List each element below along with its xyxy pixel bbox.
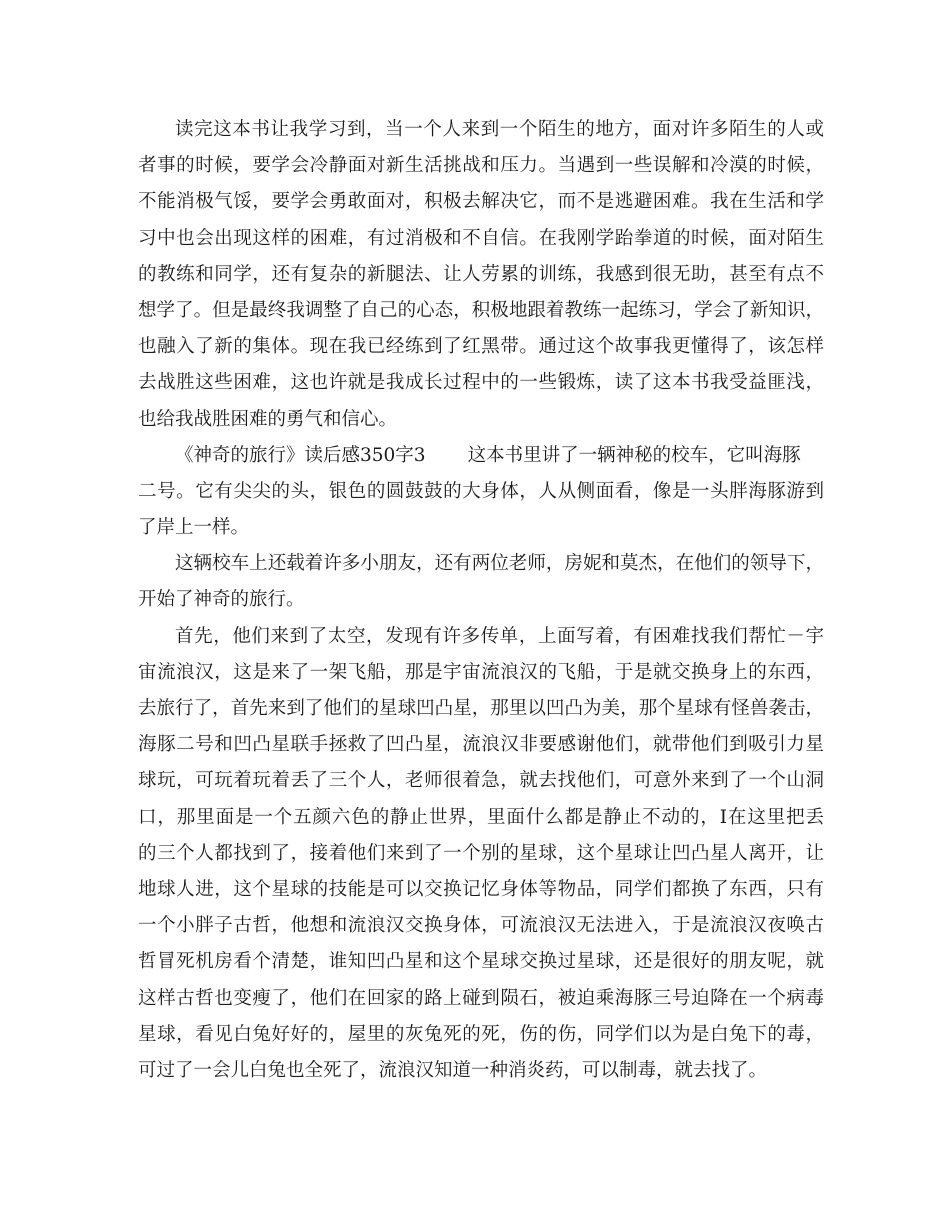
text-line: 想学了。但是最终我调整了自己的心态，积极地跟着教练一起练习，学会了新知识， [138, 299, 824, 321]
text-line: 一个小胖子古哲，他想和流浪汉交换身体，可流浪汉无法进入，于是流浪汉夜唤古 [138, 915, 824, 937]
text-line: 可过了一会儿白兔也全死了，流浪汉知道一种消炎药，可以制毒，就去找了。 [138, 1059, 768, 1081]
text-line: 去旅行了，首先来到了他们的星球凹凸星，那里以凹凸为美，那个星球有怪兽袭击， [138, 698, 824, 719]
text-line: 者事的时候，要学会冷静面对新生活挑战和压力。当遇到一些误解和冷漠的时候， [138, 155, 824, 177]
text-line: 读完这本书让我学习到，当一个人来到一个陌生的地方，面对许多陌生的人或 [175, 119, 824, 140]
text-line: 哲冒死机房看个清楚，谁知凹凸星和这个星球交换过星球，还是很好的朋友呢，就 [138, 951, 824, 973]
text-line: 首先，他们来到了太空，发现有许多传单，上面写着，有困难找我们帮忙－宇 [175, 625, 824, 647]
text-line: 海豚二号和凹凸星联手拯救了凹凸星，流浪汉非要感谢他们，就带他们到吸引力星 [138, 734, 824, 756]
text-line: 也给我战胜困难的勇气和信心。 [138, 408, 398, 430]
text-line: 的三个人都找到了，接着他们来到了一个别的星球，这个星球让凹凸星人离开，让 [138, 842, 824, 864]
text-line: 了岸上一样。 [138, 517, 250, 539]
section-heading-line [138, 438, 824, 474]
text-line: 地球人进，这个星球的技能是可以交换记忆身体等物品，同学们都换了东西，只有 [138, 878, 824, 900]
text-line: 球玩，可玩着玩着丢了三个人，老师很着急，就去找他们，可意外来到了一个山洞 [138, 770, 824, 792]
text-line: 习中也会出现这样的困难，有过消极和不自信。在我刚学跆拳道的时候，面对陌生 [138, 227, 824, 249]
text-line: 去战胜这些困难，这也许就是我成长过程中的一些锻炼，读了这本书我受益匪浅， [138, 372, 824, 394]
text-line: 的教练和同学，还有复杂的新腿法、让人劳累的训练，我感到很无助，甚至有点不 [138, 263, 824, 285]
text-line: 也融入了新的集体。现在我已经练到了红黑带。通过这个故事我更懂得了，该怎样 [138, 336, 824, 358]
text-fragment: 这本书里讲了一辆神秘的校车，它叫海豚 [467, 444, 801, 466]
text-line: 星球，看见白兔好好的，屋里的灰兔死的死，伤的伤，同学们以为是白兔下的毒， [138, 1023, 824, 1045]
text-line: 这辆校车上还载着许多小朋友，还有两位老师，房妮和莫杰，在他们的领导下， [175, 553, 824, 575]
text-line: 宙流浪汉，这是来了一架飞船，那是宇宙流浪汉的飞船，于是就交换身上的东西， [138, 661, 824, 683]
text-line: 口，那里面是一个五颜六色的静止世界，里面什么都是静止不动的，I在这里把丢 [138, 806, 824, 828]
text-line: 二号。它有尖尖的头，银色的圆鼓鼓的大身体，人从侧面看，像是一头胖海豚游到 [138, 480, 824, 502]
section-title: 《神奇的旅行》读后感350字3 [175, 444, 426, 466]
text-line: 这样古哲也变瘦了，他们在回家的路上碰到陨石，被迫乘海豚三号迫降在一个病毒 [138, 987, 824, 1009]
text-line: 不能消极气馁，要学会勇敢面对，积极去解决它，而不是逃避困难。我在生活和学 [138, 191, 824, 213]
text-line: 开始了神奇的旅行。 [138, 589, 305, 611]
body-text [138, 112, 824, 1089]
